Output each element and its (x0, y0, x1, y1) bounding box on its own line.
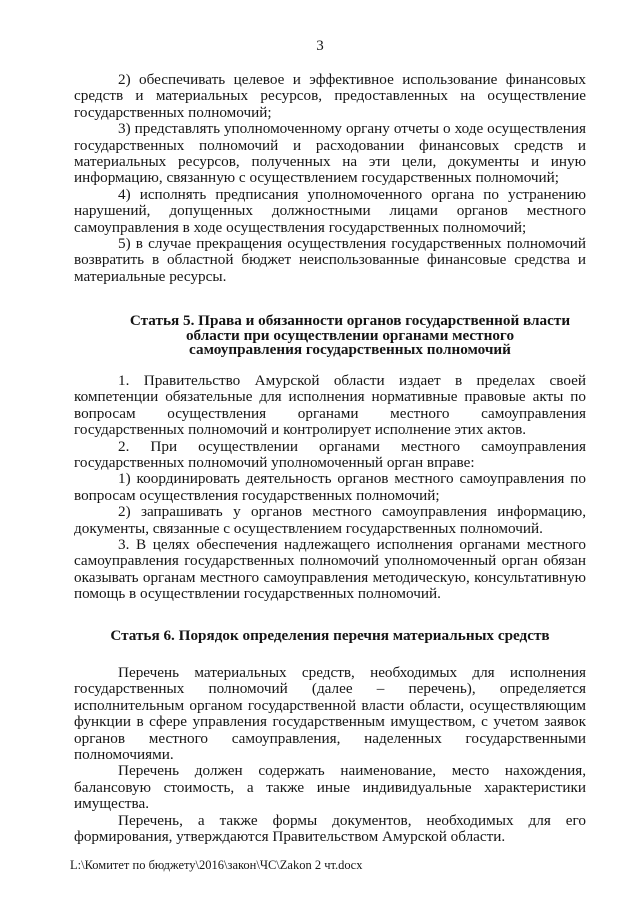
paragraph: 2. При осуществлении органами местного самоуправления государственных полномочий уполномоченный орган вправе: (74, 437, 586, 472)
paragraph: 3. В целях обеспечения надлежащего исполнения органами местного самоуправления государственных полномочий уполномоченный орган обязан оказывать органам местного самоуправления методическую, консультативную помощь в осуществлении государственных полномочий. (74, 536, 586, 603)
paragraph: Перечень, а также формы документов, необходимых для его формирования, утверждаются Правительством Амурской области. (74, 811, 586, 846)
file-path-footer: L:\Комитет по бюджету\2016\закон\ЧС\Zakon 2 чт.docx (70, 858, 363, 872)
article6-heading: Статья 6. Порядок определения перечня материальных средств (110, 627, 550, 644)
paragraph: 5) в случае прекращения осуществления государственных полномочий возвратить в областной бюджет неиспользованные финансовые средства и материальные ресурсы. (74, 235, 586, 285)
paragraph: 2) запрашивать у органов местного самоуправления информацию, документы, связанные с осуществлением государственных полномочий. (74, 503, 586, 537)
article5-title-line3: самоуправления государственных полномочий (189, 341, 511, 358)
paragraph: Перечень материальных средств, необходимых для исполнения государственных полномочий (далее – перечень), определяется исполнительным органом государственной власти области, осуществляющим функции в сфере управления государственным имуществом, с учетом заявок органов местного самоуправления, наделенных государственными полномочиями. (74, 664, 586, 764)
article5-heading (74, 314, 586, 358)
paragraph: 4) исполнять предписания уполномоченного органа по устранению нарушений, допущенных должностными лицами органов местного самоуправления в ходе осуществления государственных полномочий; (74, 185, 586, 236)
page-number: 3 (316, 38, 324, 54)
paragraph: 3) представлять уполномоченному органу отчеты о ходе осуществления государственных полномочий и расходовании финансовых средств и материальных ресурсов, полученных на эти цели, документы и иную информацию, связанную с осуществлением государственных полномочий; (74, 120, 586, 187)
article5-body (74, 373, 586, 603)
paragraph: 1) координировать деятельность органов местного самоуправления по вопросам осуществления государственных полномочий; (74, 470, 586, 504)
paragraph: 1. Правительство Амурской области издает в пределах своей компетенции обязательные для исполнения нормативные правовые акты по вопросам осуществления органами местного самоуправления государственных полномочий и контролирует исполнение этих актов. (74, 372, 586, 439)
article4-continuation (74, 72, 586, 285)
paragraph: 2) обеспечивать целевое и эффективное использование финансовых средств и материальных ресурсов, предоставленных на осуществление государственных полномочий; (74, 71, 586, 121)
article5-title-line2: области при осуществлении органами местного (185, 326, 515, 344)
article6-body (74, 665, 586, 845)
article5-title-line1: Статья 5. Права и обязанности органов государственной власти (129, 312, 571, 329)
paragraph: Перечень должен содержать наименование, место нахождения, балансовую стоимость, а также иные индивидуальные характеристики имущества. (74, 762, 586, 813)
